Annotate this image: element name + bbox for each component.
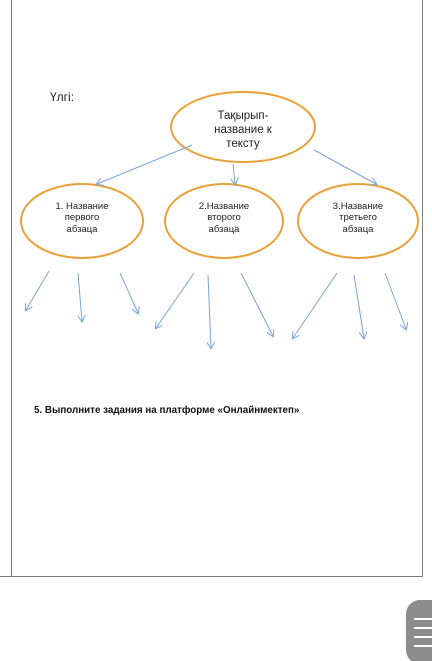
child-node-line: первого (64, 212, 100, 224)
root-node-text (188, 110, 298, 151)
hamburger-menu-icon (414, 636, 432, 638)
child-node-line: 2.Название (198, 201, 250, 212)
menu-button[interactable] (406, 600, 432, 661)
child-node-line: 3.Название (332, 201, 384, 212)
arrow-root-to-node-1 (97, 145, 192, 184)
arrow-node-1-middle (78, 273, 82, 321)
arrow-node-3-middle (354, 275, 364, 338)
child-node-line: третьего (339, 212, 377, 224)
child-node-3-text (314, 201, 402, 235)
arrow-node-2-left (156, 273, 194, 328)
root-node-line: тексту (226, 137, 260, 150)
arrow-root-to-node-2 (233, 164, 235, 184)
arrow-node-1-left (26, 271, 49, 310)
arrow-node-1-right (120, 273, 138, 313)
task-instruction: 5. Выполните задания на платформе «Онлайнмектеп» (34, 405, 300, 416)
root-node-line: название к (214, 123, 272, 136)
child-node-line: 1. Название (55, 201, 109, 212)
hamburger-menu-icon (414, 645, 432, 647)
hamburger-menu-icon (414, 618, 432, 620)
child-node-line: абзаца (208, 223, 240, 235)
child-node-line: абзаца (66, 223, 98, 235)
arrow-node-2-middle (208, 275, 211, 348)
child-node-2-text (180, 201, 268, 235)
child-node-line: абзаца (342, 223, 374, 235)
child-node-line: второго (207, 212, 241, 224)
root-node-line: Тақырып- (217, 110, 269, 122)
arrow-root-to-node-3 (314, 150, 376, 184)
sample-label: Үлгі: (50, 90, 75, 104)
hamburger-menu-icon (414, 627, 432, 629)
arrow-node-2-right (241, 273, 273, 336)
arrow-node-3-left (293, 273, 337, 338)
arrow-node-3-right (385, 273, 406, 329)
child-node-1-text (40, 201, 124, 235)
